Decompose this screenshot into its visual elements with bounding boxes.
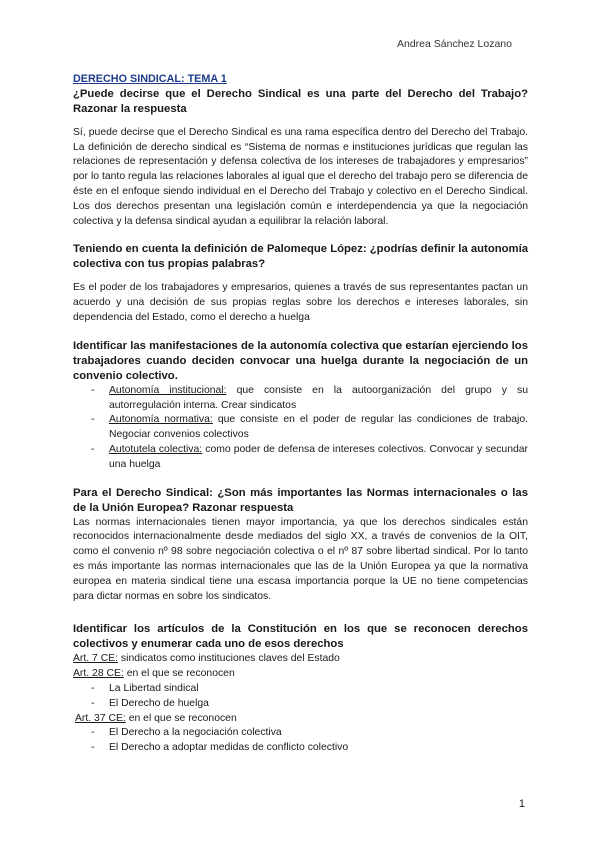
list-item-term: Autonomía normativa: <box>109 414 213 426</box>
question-3: Identificar las manifestaciones de la autonomía colectiva que estarían ejerciendo los trabajadores cuando deciden convocar una huelga durante la negociación de un convenio colectivo. <box>73 339 528 382</box>
list-item: - La Libertad sindical <box>91 682 528 697</box>
list-item-text: como poder de defensa de intereses colectivos. Convocar y secundar una huelga <box>109 443 528 470</box>
answer-1: Sí, puede decirse que el Derecho Sindical es una rama específica dentro del Derecho del Trabajo. La definición de derecho sindical es “Sistema de normas e instituciones jurídicas que regulan las relaciones de representación y defensa colectiva de los intereses de trabajadores y empresarios” por lo tanto regula las relaciones laborales al igual que el derecho del trabajo pero se diferencia de éste en el enfoque siendo individual en el Derecho del Trabajo y colectivo en el Derecho Sindical. Los dos derechos presentan una legislación común e interdependencia ya que la negociación colectiva y la defensa sindical ayudan a equilibrar la relación laboral. <box>73 126 528 227</box>
article-7 <box>73 652 528 667</box>
autonomy-list <box>73 384 528 473</box>
article-28 <box>73 667 528 682</box>
document-author: Andrea Sánchez Lozano <box>396 38 512 50</box>
article-text: en el que se reconocen <box>125 712 237 724</box>
list-item: - El Derecho de huelga <box>91 697 528 712</box>
list-item-text: que consiste en el poder de regular las condiciones de trabajo. Negociar convenios colectivos <box>109 414 528 441</box>
article-ref: Art. 7 CE: <box>73 653 119 665</box>
answer-2: Es el poder de los trabajadores y empresarios, quienes a través de sus representantes pactan un acuerdo y una decisión de sus propias reglas sobre los derechos e intereses laborales, sin dependencia del Estado, como el derecho a huelga <box>73 282 528 323</box>
list-item <box>91 443 528 473</box>
article-text: sindicatos como instituciones claves del Estado <box>118 653 340 665</box>
page-number: 1 <box>518 798 525 810</box>
question-1: ¿Puede decirse que el Derecho Sindical es una parte del Derecho del Trabajo? Razonar la respuesta <box>73 87 528 115</box>
list-item-text: que consiste en la autoorganización del grupo y su autorregulación interna. Crear sindicatos <box>109 384 528 411</box>
question-5: Identificar los artículos de la Constitución en los que se reconocen derechos colectivos y enumerar cada uno de esos derechos <box>73 623 528 651</box>
list-item <box>91 413 528 443</box>
article-ref: Art. 28 CE: <box>73 668 124 680</box>
list-item-term: Autonomía institucional: <box>109 384 227 396</box>
list-item: - El Derecho a adoptar medidas de conflicto colectivo <box>91 741 528 756</box>
article-28-list <box>73 682 528 712</box>
question-2: Teniendo en cuenta la definición de Palomeque López: ¿podrías definir la autonomía colectiva con tus propias palabras? <box>73 243 528 271</box>
article-37 <box>73 712 528 727</box>
answer-4: Las normas internacionales tienen mayor importancia, ya que los derechos sindicales están reconocidos internacionalmente desde mediados del siglo XX, a través de convenios de la OIT, como el convenio nº 98 sobre negociación colectiva o el nº 87 sobre libertad sindical. Por lo tanto es más importante las normas internacionales que las de la Unión Europea ya que la normativa europea en materia sindical tiene una escasa importancia porque la UE no tiene competencias para dictar normas en sobre los sindicatos. <box>73 516 528 602</box>
list-item: - El Derecho a la negociación colectiva <box>91 726 528 741</box>
list-item <box>91 384 528 414</box>
question-4: Para el Derecho Sindical: ¿Son más importantes las Normas internacionales o las de la Unión Europea? Razonar respuesta <box>73 486 528 514</box>
article-ref: Art. 37 CE: <box>75 712 126 724</box>
document-title: DERECHO SINDICAL: TEMA 1 <box>73 73 227 85</box>
document-body <box>73 72 528 756</box>
article-37-list <box>73 726 528 756</box>
list-item-term: Autotutela colectiva: <box>109 443 203 455</box>
article-text: en el que se reconocen <box>123 668 235 680</box>
